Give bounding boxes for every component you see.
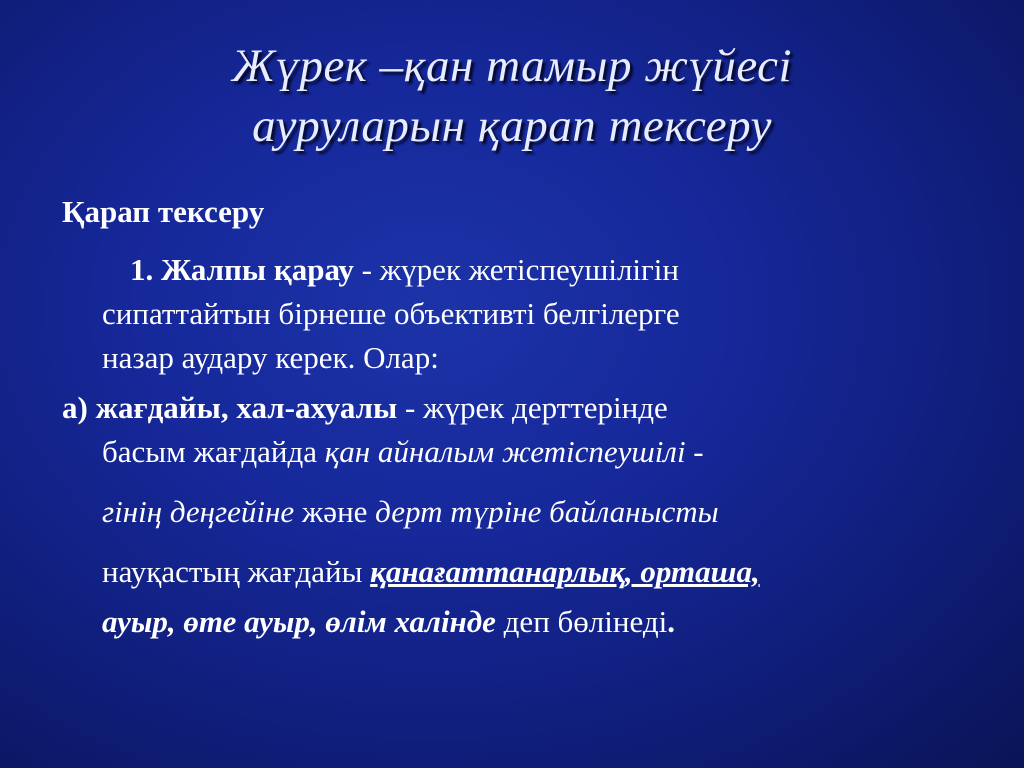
title-line-2: ауруларын қарап тексеру	[252, 100, 772, 152]
item-a-line-5-bold-italic: ауыр, өте ауыр, өлім халінде	[102, 604, 496, 639]
item-a-line-2-plain: басым жағдайда	[102, 434, 325, 469]
title-line-1: Жүрек –қан тамыр жүйесі	[231, 40, 793, 92]
item-a-text: - жүрек дерттерінде	[397, 390, 668, 425]
item-a-line-5-plain: деп бөлінеді	[495, 604, 668, 639]
item-a-line-3-italic-2: дерт түріне байланысты	[375, 494, 719, 529]
item-a-line-2	[62, 430, 982, 474]
item-a-line-4-bold-italic: қанағаттанарлық, орташа,	[370, 554, 760, 589]
item-a-line-2-italic: қан айналым жетіспеушілі -	[324, 434, 704, 469]
item-1-text: - жүрек жетіспеушілігін	[353, 252, 679, 287]
item-a-line-3-plain: және	[294, 494, 376, 529]
item-a-line-5	[62, 600, 982, 644]
section-heading: Қарап тексеру	[62, 194, 265, 229]
item-1-line-2: сипаттайтын бірнеше объективті белгілерге	[102, 296, 680, 331]
item-a-line-3	[62, 484, 982, 540]
item-a-line-1	[62, 386, 982, 430]
slide-body	[62, 190, 982, 644]
item-1-term: Жалпы қарау	[161, 252, 354, 287]
item-a-line-5-end: .	[667, 604, 675, 639]
item-a-line-3-italic-1: гінің деңгейіне	[102, 494, 295, 529]
item-1-line-3: назар аудару керек. Олар:	[102, 340, 439, 375]
slide-title	[0, 36, 1024, 156]
item-1-number: 1.	[130, 252, 154, 287]
item-1-line-1	[62, 248, 982, 292]
item-a-label: а) жағдайы, хал-ахуалы	[62, 390, 398, 425]
item-a-line-4-plain: науқастың жағдайы	[102, 554, 371, 589]
item-a-line-4	[62, 544, 982, 600]
